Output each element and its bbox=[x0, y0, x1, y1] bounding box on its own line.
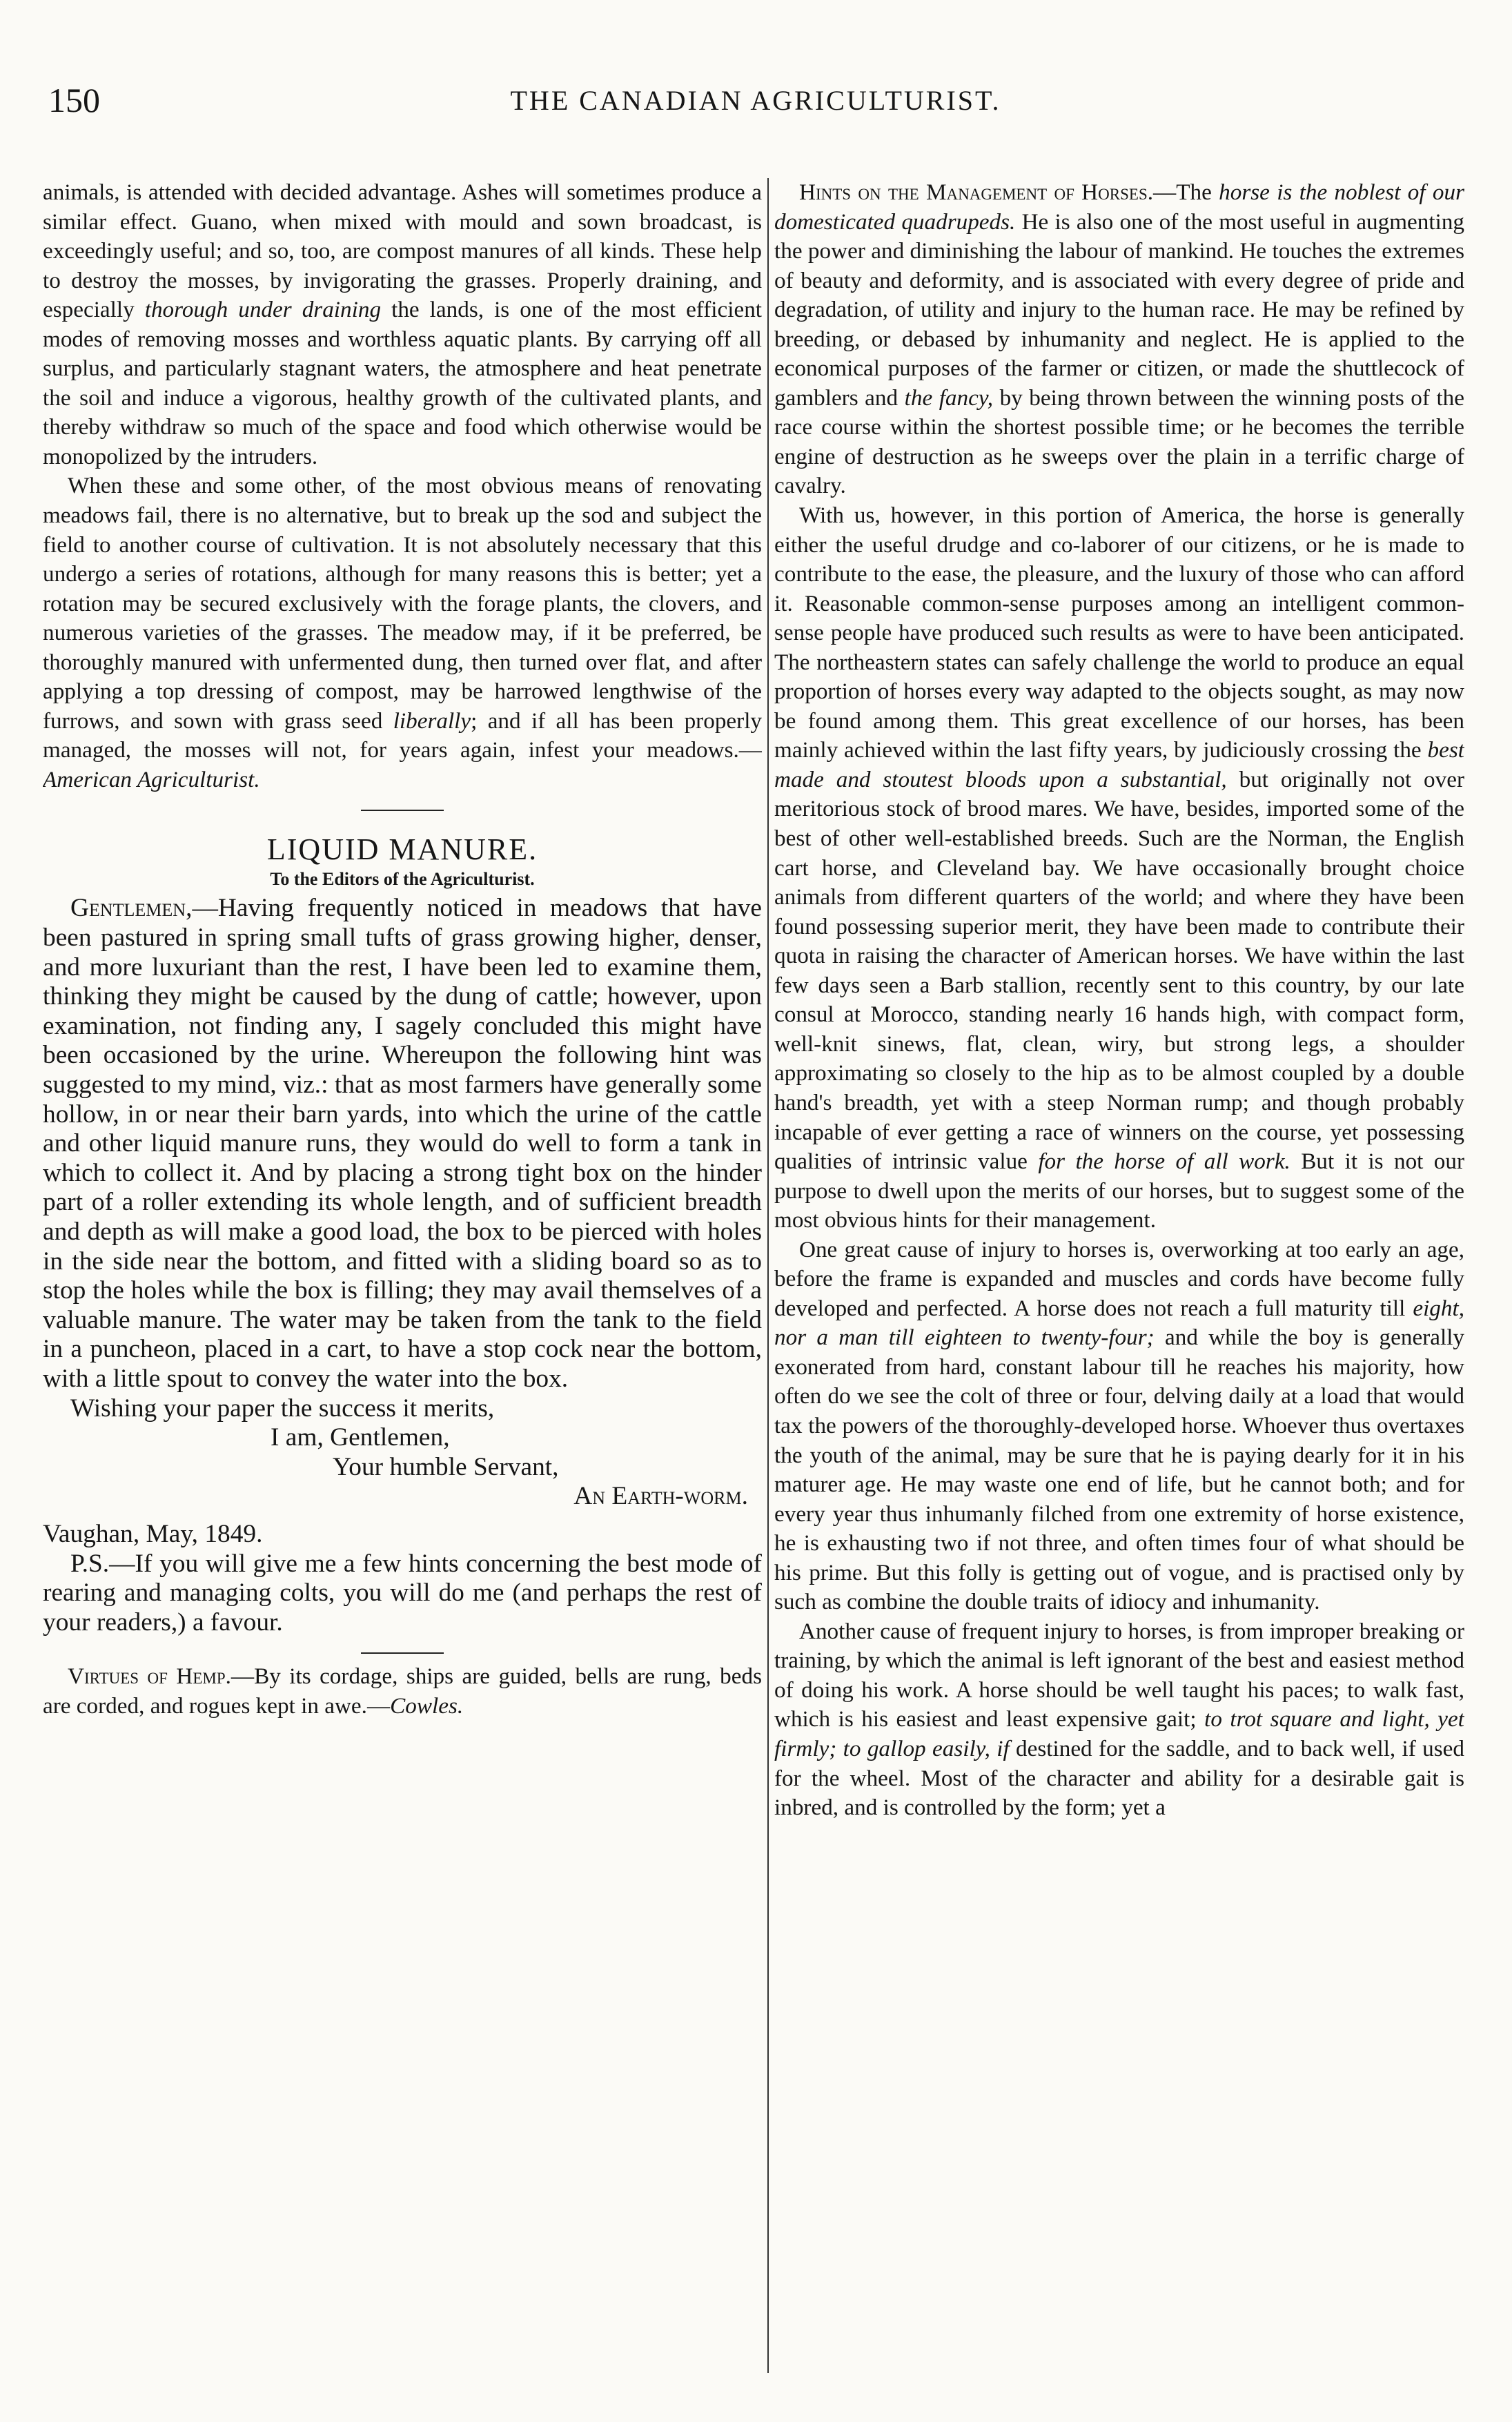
article-subtitle: To the Editors of the Agriculturist. bbox=[270, 869, 535, 890]
horses-paragraph-2: With us, however, in this portion of America, the horse is generally either the useful drudge and co-laborer of our citizens, or he is made to contribute to the ease, the pleasure, and the luxury of those who can afford it. Reasonable common-sense purposes among an intelligent common-sense people have produced such results as were to have been anticipated. The northeastern states can safely challenge the world to produce an equal proportion of horses every way adapted to the objects sought, as may now be found among them. This great excellence of our horses, has been mainly achieved within the last fifty years, by judiciously crossing the best made and stoutest bloods upon a substantial, but originally not over meritorious stock of brood mares. We have, besides, imported some of the best of other well-established breeds. Such are the Norman, the English cart horse, and Cleveland bay. We have occasionally brought choice animals from different quarters of the world; and where they have been found possessing superior merit, they have been made to contribute their quota in raising the character of American horses. We have within the last few days seen a Barb stallion, recently sent to this country, by our late consul at Morocco, standing nearly 16 hands high, with compact form, well-knit sinews, flat, clean, wiry, but strong legs, a shoulder approximating so closely to the hip as to be almost coupled by a double hand's breadth, yet with a steep Norman rump; and though probably incapable of ever getting a race of winners on the course, yet possessing qualities of intrinsic value for the horse of all work. But it is not our purpose to dwell upon the merits of our horses, but to suggest some of the most obvious hints for their management. bbox=[774, 502, 1464, 1233]
hemp-paragraph: Virtues of Hemp.—By its cordage, ships are guided, bells are rung, beds are corded, and rogues kept in awe.—Cowles. bbox=[43, 1663, 762, 1719]
salutation: Gentlemen, bbox=[70, 894, 193, 923]
article-title: LIQUID MANURE. bbox=[266, 832, 538, 867]
horses-paragraph-4: Another cause of frequent injury to horses, is from improper breaking or training, by which the animal is left ignorant of the best and easiest method of doing his work. A horse should be well taught his paces; to walk fast, which is his easiest and least expensive gait; to trot square and light, yet firmly; to gallop easily, if destined for the saddle, and to back well, if used for the wheel. Most of the character and ability for a desirable gait is inbred, and is controlled by the form; yet a bbox=[774, 1618, 1464, 1821]
continued-paragraph: animals, is attended with decided advantage. Ashes will sometimes produce a similar effect. Guano, when mixed with mould and sown broadcast, is exceedingly useful; and so, too, are compost manures of all kinds. These help to destroy the mosses, by invigorating the grasses. Properly draining, and especially thorough under draining the lands, is one of the most efficient modes of removing mosses and worthless aquatic plants. By carrying off all surplus, and particularly stagnant waters, the atmosphere and heat penetrate the soil and induce a vigorous, healthy growth of the cultivated plants, and thereby withdraw so much of the space and food which otherwise would be monopolized by the intruders. bbox=[43, 179, 762, 469]
postscript: P.S.—If you will give me a few hints concerning the best mode of rearing and managing colts, you will do me (and perhaps the rest of your readers,) a favour. bbox=[43, 1549, 762, 1637]
page-header bbox=[48, 80, 1463, 135]
hemp-title: Virtues of Hemp. bbox=[68, 1663, 231, 1690]
left-column bbox=[43, 178, 762, 2373]
section-rule bbox=[361, 810, 444, 811]
letter-paragraph: Gentlemen,—Having frequently noticed in meadows that have been pastured in spring small tufts of grass growing higher, denser, and more luxuriant than the rest, I have been led to examine them, thinking they might be caused by the dung of cattle; however, upon examination, not finding any, I sagely concluded this might have been occasioned by the urine. Whereupon the following hint was suggested to my mind, viz.: that as most farmers have generally some hollow, in or near their barn yards, into which the urine of the cattle and other liquid manure runs, they would do well to form a tank in which to collect it. And by placing a strong tight box on the hinder part of a roller extending its whole length, and of sufficient breadth and depth as will make a good load, the box to be pierced with holes in the side near the bottom, and fitted with a sliding board so as to stop the holes while the box is filling; they may avail themselves of a valuable manure. The water may be taken from the tank to the field in a puncheon, placed in a cart, to have a stop cock near the bottom, with a little spout to convey the water into the box. bbox=[43, 894, 762, 1393]
horses-paragraph-1: Hints on the Management of Horses.—The horse is the noblest of our domesticated quadrupeds. He is also one of the most useful in augmenting the power and diminishing the labour of mankind. He touches the extremes of beauty and deformity, and is associated with every degree of pride and degradation, of utility and injury to the human race. He may be refined by breeding, or debased by inhumanity and neglect. He is applied to the economical purposes of the farmer or citizen, or made the shuttlecock of gamblers and the fancy, by being thrown between the winning posts of the race course within the shortest possible time; or he becomes the terrible engine of destruction as he sweeps over the plain in a terrific charge of cavalry. bbox=[774, 179, 1464, 499]
right-column bbox=[774, 178, 1464, 2373]
running-title: THE CANADIAN AGRICULTURIST. bbox=[510, 85, 1001, 116]
dateline: Vaughan, May, 1849. bbox=[43, 1519, 263, 1548]
signature-line-1: I am, Gentlemen, bbox=[271, 1423, 450, 1452]
signature-line-2: Your humble Servant, bbox=[333, 1452, 559, 1481]
horses-paragraph-3: One great cause of injury to horses is, overworking at too early an age, before the frame is expanded and muscles and cords have become fully developed and perfected. A horse does not reach a full maturity till eight, nor a man till eighteen to twenty-four; and while the boy is generally exonerated from hard, constant labour till he reaches his majority, how often do we see the colt of three or four, delving daily at a load that would tax the powers of the thoroughly-developed horse. Whoever thus overtaxes the youth of the animal, may be sure that he is paying dearly for it in his maturer age. He may waste one end of life, but he cannot both; and for every year thus inhumanly filched from one extremity of horse existence, he is exhausting two if not three, and often times four of what should be his prime. But this folly is getting out of vogue, and is practised only by such as combine the double traits of idiocy and inhumanity. bbox=[774, 1236, 1464, 1615]
horses-title: Hints on the Management of Horses. bbox=[799, 179, 1154, 205]
letter-body bbox=[43, 894, 762, 1637]
column-divider bbox=[767, 178, 769, 2373]
meadow-paragraph: When these and some other, of the most obvious means of renovating meadows fail, there is no alternative, but to break up the sod and subject the field to another course of cultivation. It is not absolutely necessary that this undergo a series of rotations, although for many reasons this is better; yet a rotation may be secured exclusively with the forage plants, the clovers, and numerous varieties of the grasses. The meadow may, if it be preferred, be thoroughly manured with unfermented dung, then turned over flat, and after applying a top dressing of compost, may be harrowed lengthwise of the furrows, and sown with grass seed liberally; and if all has been properly managed, the mosses will not, for years again, infest your meadows.— American Agriculturist. bbox=[43, 473, 762, 792]
page-number: 150 bbox=[48, 81, 100, 119]
source-credit: American Agriculturist. bbox=[43, 766, 260, 792]
section-rule-2 bbox=[361, 1652, 444, 1654]
letter-closing: Wishing your paper the success it merits, bbox=[70, 1394, 495, 1423]
signature-name: An Earth-worm. bbox=[573, 1482, 748, 1511]
